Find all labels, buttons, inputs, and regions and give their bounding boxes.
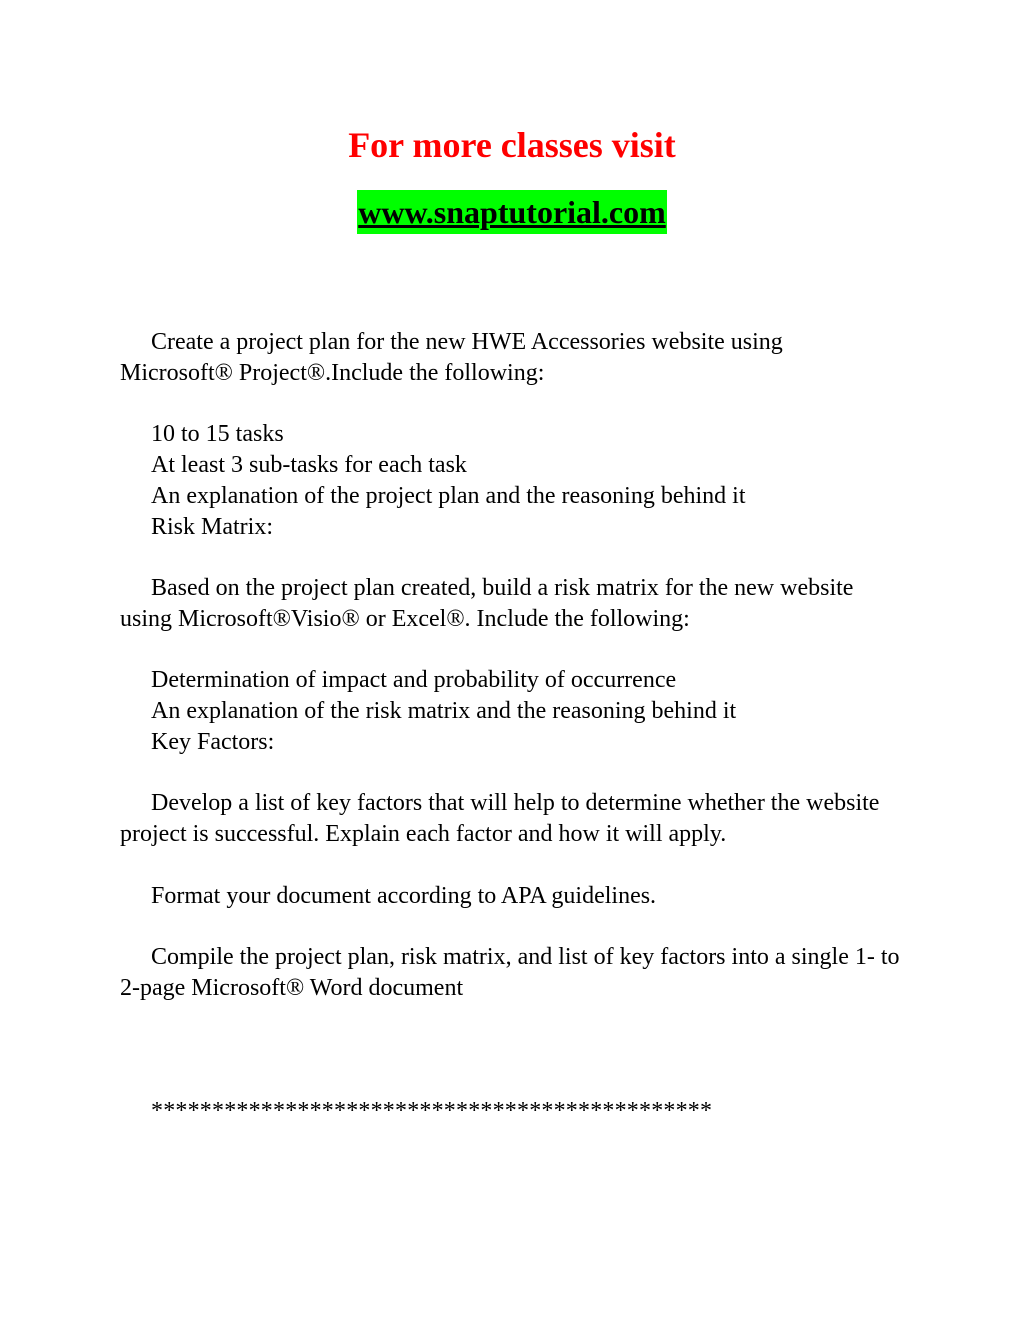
page-title: For more classes visit: [348, 125, 676, 165]
risk-matrix-paragraph: Based on the project plan created, build a risk matrix for the new website using Microsoft®Visio® or Excel®. Include the following:: [120, 575, 854, 632]
list-item: At least 3 sub-tasks for each task: [151, 452, 467, 478]
site-link[interactable]: www.snaptutorial.com: [357, 190, 667, 234]
intro-paragraph: Create a project plan for the new HWE Accessories website using Microsoft® Project®.Include the following:: [120, 329, 783, 386]
compile-paragraph: Compile the project plan, risk matrix, and list of key factors into a single 1- to 2-page Microsoft® Word document: [120, 944, 900, 1001]
list-item: 10 to 15 tasks: [151, 421, 284, 447]
list-item: Risk Matrix:: [151, 514, 274, 540]
key-factors-paragraph: Develop a list of key factors that will help to determine whether the website project is successful. Explain each factor and how it will apply.: [120, 790, 880, 847]
separator-line: **********************************************: [151, 1098, 713, 1124]
list-item: Key Factors:: [151, 729, 275, 755]
list-item: An explanation of the project plan and the reasoning behind it: [151, 483, 746, 509]
site-link-container: [0, 190, 1024, 234]
list-item: An explanation of the risk matrix and the reasoning behind it: [151, 698, 737, 724]
format-paragraph: Format your document according to APA guidelines.: [151, 883, 657, 909]
list-item: Determination of impact and probability of occurrence: [151, 667, 677, 693]
